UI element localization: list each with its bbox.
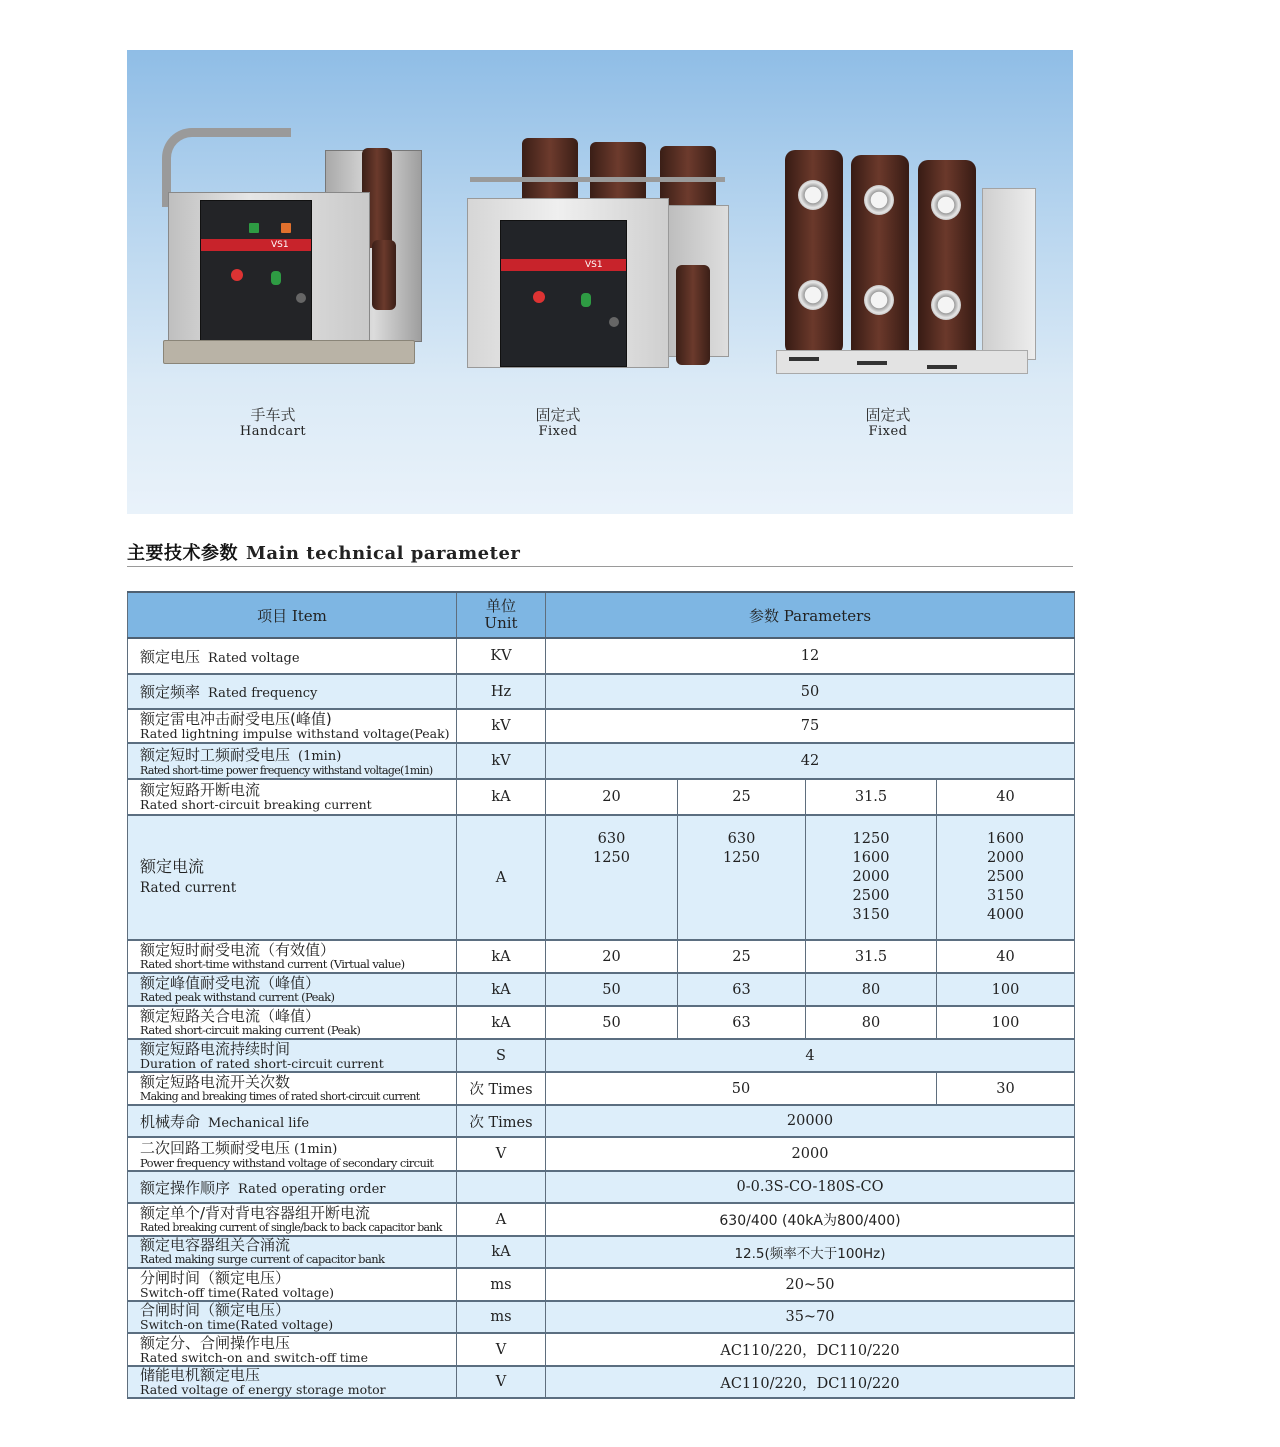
table-row	[128, 1333, 1075, 1366]
product-caption-fixed-2	[788, 406, 988, 438]
item-zh: 额定电流	[140, 856, 205, 876]
item-en: Rated voltage	[208, 650, 300, 666]
row-value: 4	[546, 1039, 1075, 1072]
current-value: 630	[727, 831, 756, 847]
close-button-icon	[581, 293, 591, 307]
table-row	[128, 973, 1075, 1006]
base-slot	[857, 361, 887, 365]
parameter-table	[127, 591, 1075, 1399]
header-unit	[457, 592, 546, 638]
pole-column	[372, 240, 396, 310]
header-parameters: 参数 Parameters	[546, 592, 1075, 638]
knob-icon	[296, 293, 306, 303]
row-unit: A	[457, 1203, 546, 1236]
row-value	[546, 815, 678, 940]
item-zh-suffix: (1min)	[294, 1142, 338, 1157]
table-row	[128, 674, 1075, 709]
row-value: 50	[546, 973, 678, 1006]
product-caption-handcart	[173, 406, 373, 438]
current-value: 1600	[852, 850, 890, 866]
model-label: VS1	[585, 260, 603, 270]
row-unit	[457, 1171, 546, 1203]
current-value: 1250	[723, 850, 760, 866]
caption-en: Fixed	[538, 424, 578, 439]
table-row	[128, 709, 1075, 743]
item-en: Rated short-circuit making current (Peak)	[140, 1022, 361, 1037]
row-value: 12.5(频率不大于100Hz)	[546, 1236, 1075, 1268]
item-zh: 额定单个/背对背电容器组开断电流	[140, 1203, 371, 1222]
table-row	[128, 1203, 1075, 1236]
table-row	[128, 940, 1075, 973]
row-value: 2000	[546, 1137, 1075, 1171]
item-en: Rated short-circuit breaking current	[140, 797, 372, 812]
row-value: 42	[546, 743, 1075, 779]
item-en: Rated peak withstand current (Peak)	[140, 989, 335, 1004]
row-item	[128, 1203, 457, 1236]
terminal-icon	[931, 190, 961, 220]
item-en: Power frequency withstand voltage of secondary circuit	[140, 1156, 434, 1170]
row-unit: kA	[457, 779, 546, 815]
pole-column	[851, 155, 909, 360]
table-row	[128, 743, 1075, 779]
model-strip	[501, 259, 626, 271]
current-value: 2000	[987, 850, 1024, 866]
row-item	[128, 1006, 457, 1039]
item-en: Rated short-time withstand current (Virtual value)	[140, 956, 405, 971]
item-en: Duration of rated short-circuit current	[140, 1055, 384, 1071]
row-value: 630/400 (40kA为800/400)	[546, 1203, 1075, 1236]
row-unit: kV	[457, 743, 546, 779]
row-item	[128, 815, 457, 940]
pole-column	[676, 265, 710, 365]
row-item	[128, 743, 457, 779]
item-en: Rated current	[140, 879, 237, 896]
section-title-en: Main technical parameter	[246, 543, 521, 564]
row-item	[128, 1301, 457, 1333]
row-value: 100	[937, 1006, 1075, 1039]
row-unit: V	[457, 1137, 546, 1171]
row-item	[128, 940, 457, 973]
current-value: 1600	[987, 831, 1024, 847]
row-value: 20	[546, 779, 678, 815]
row-unit: V	[457, 1333, 546, 1366]
row-unit: 次 Times	[457, 1072, 546, 1105]
row-value	[678, 815, 806, 940]
current-value: 1250	[852, 831, 890, 847]
title-divider	[127, 566, 1073, 567]
header-unit-en: Unit	[484, 614, 518, 632]
terminal-icon	[798, 180, 828, 210]
item-en: Rated frequency	[208, 686, 318, 701]
item-zh-suffix: (1min)	[298, 749, 342, 764]
item-zh: 额定短时耐受电流（有效值）	[140, 940, 336, 959]
caption-zh: 固定式	[865, 406, 911, 424]
table-row	[128, 1105, 1075, 1137]
row-value: 12	[546, 638, 1075, 674]
row-item	[128, 973, 457, 1006]
caption-en: Fixed	[868, 424, 908, 439]
row-value: 31.5	[806, 779, 937, 815]
row-unit: V	[457, 1366, 546, 1398]
row-unit: ms	[457, 1268, 546, 1301]
item-zh: 二次回路工频耐受电压	[140, 1139, 291, 1157]
item-en: Rated making surge current of capacitor bank	[140, 1252, 385, 1266]
row-item	[128, 638, 457, 674]
item-en: Rated operating order	[238, 1181, 386, 1197]
item-zh: 额定电压	[140, 647, 201, 666]
table-header-row	[128, 592, 1075, 638]
row-unit: kV	[457, 709, 546, 743]
item-zh: 额定短路电流持续时间	[140, 1039, 291, 1058]
row-value: 0-0.3S-CO-180S-CO	[546, 1171, 1075, 1203]
table-row	[128, 779, 1075, 815]
table-row	[128, 638, 1075, 674]
row-value: 40	[937, 940, 1075, 973]
item-en: Switch-off time(Rated voltage)	[140, 1284, 334, 1300]
row-item	[128, 674, 457, 709]
item-zh: 额定短路关合电流（峰值）	[140, 1006, 321, 1025]
item-en: Rated short-time power frequency withstand voltage(1min)	[140, 764, 433, 777]
terminal-icon	[798, 280, 828, 310]
item-zh: 额定短路电流开关次数	[140, 1072, 291, 1091]
indicator-orange	[281, 223, 291, 233]
open-button-icon	[533, 291, 545, 303]
row-value: 40	[937, 779, 1075, 815]
table-row	[128, 1268, 1075, 1301]
current-value: 2500	[987, 869, 1024, 885]
item-zh: 额定频率	[140, 683, 201, 701]
row-unit: S	[457, 1039, 546, 1072]
row-value: AC110/220，DC110/220	[546, 1333, 1075, 1366]
indicator-green	[249, 223, 259, 233]
row-unit: ms	[457, 1301, 546, 1333]
item-en: Rated lightning impulse withstand voltage(Peak)	[140, 726, 450, 741]
row-value: 63	[678, 1006, 806, 1039]
pole-column	[918, 160, 976, 365]
row-item	[128, 709, 457, 743]
item-en: Making and breaking times of rated short-circuit current	[140, 1089, 420, 1103]
table-row	[128, 1236, 1075, 1268]
item-en: Switch-on time(Rated voltage)	[140, 1317, 334, 1332]
row-value: 31.5	[806, 940, 937, 973]
item-zh: 额定短时工频耐受电压	[140, 746, 291, 764]
item-zh: 机械寿命	[140, 1112, 201, 1131]
knob-icon	[609, 317, 619, 327]
operating-rod	[470, 177, 725, 182]
table-row	[128, 1137, 1075, 1171]
row-value: 50	[546, 1006, 678, 1039]
current-value: 1250	[593, 850, 630, 866]
row-item	[128, 1366, 457, 1398]
item-en: Mechanical life	[208, 1115, 310, 1131]
base-slot	[789, 357, 819, 361]
item-zh: 储能电机额定电压	[140, 1366, 261, 1384]
row-unit: kA	[457, 940, 546, 973]
row-value: 20000	[546, 1105, 1075, 1137]
model-label: VS1	[271, 240, 289, 250]
row-value: 30	[937, 1072, 1075, 1105]
table-row	[128, 1366, 1075, 1398]
current-value: 4000	[987, 907, 1024, 923]
row-unit: kA	[457, 973, 546, 1006]
item-zh: 额定分、合闸操作电压	[140, 1333, 291, 1352]
item-zh: 额定短路开断电流	[140, 781, 261, 799]
row-value: 20~50	[546, 1268, 1075, 1301]
model-strip	[201, 239, 311, 251]
row-value: 100	[937, 973, 1075, 1006]
handcart-base	[163, 340, 415, 364]
row-unit: Hz	[457, 674, 546, 709]
table-row	[128, 815, 1075, 940]
product-caption-fixed-1	[458, 406, 658, 438]
open-button-icon	[231, 269, 243, 281]
row-value: 20	[546, 940, 678, 973]
row-value: 35~70	[546, 1301, 1075, 1333]
item-zh: 分闸时间（额定电压）	[140, 1268, 291, 1287]
header-item: 项目 Item	[128, 592, 457, 638]
row-value: AC110/220，DC110/220	[546, 1366, 1075, 1398]
row-unit: 次 Times	[457, 1105, 546, 1137]
current-value: 630	[597, 831, 626, 847]
item-en: Rated voltage of energy storage motor	[140, 1382, 386, 1397]
close-button-icon	[271, 271, 281, 285]
row-unit: A	[457, 815, 546, 940]
row-item	[128, 1333, 457, 1366]
row-item	[128, 779, 457, 815]
table-row	[128, 1171, 1075, 1203]
caption-zh: 手车式	[250, 406, 296, 424]
row-value: 25	[678, 940, 806, 973]
row-value: 50	[546, 674, 1075, 709]
row-item	[128, 1171, 457, 1203]
row-item	[128, 1236, 457, 1268]
current-value: 3150	[987, 888, 1024, 904]
current-value: 2000	[852, 869, 890, 885]
base-slot	[927, 365, 957, 369]
terminal-icon	[864, 185, 894, 215]
row-value: 75	[546, 709, 1075, 743]
caption-en: Handcart	[239, 424, 307, 439]
table-row	[128, 1006, 1075, 1039]
pole-column	[785, 150, 843, 355]
row-value: 80	[806, 1006, 937, 1039]
row-value: 63	[678, 973, 806, 1006]
table-row	[128, 1039, 1075, 1072]
row-item	[128, 1268, 457, 1301]
row-value	[806, 815, 937, 940]
row-value: 25	[678, 779, 806, 815]
control-panel	[500, 220, 627, 367]
item-en: Rated breaking current of single/back to back capacitor bank	[140, 1220, 442, 1234]
item-zh: 额定雷电冲击耐受电压(峰值)	[140, 710, 332, 728]
row-value: 50	[546, 1072, 937, 1105]
row-item	[128, 1072, 457, 1105]
item-zh: 额定峰值耐受电流（峰值）	[140, 973, 321, 992]
table-row	[128, 1301, 1075, 1333]
terminal-icon	[864, 285, 894, 315]
item-zh: 合闸时间（额定电压）	[140, 1301, 291, 1319]
item-zh: 额定电容器组关合涌流	[140, 1236, 291, 1254]
row-item	[128, 1039, 457, 1072]
row-item	[128, 1137, 457, 1171]
section-title	[127, 539, 520, 565]
section-title-zh: 主要技术参数	[127, 543, 238, 564]
row-value	[937, 815, 1075, 940]
row-value: 80	[806, 973, 937, 1006]
item-en: Rated switch-on and switch-off time	[140, 1349, 369, 1365]
caption-zh: 固定式	[535, 406, 581, 424]
current-value: 2500	[852, 888, 890, 904]
terminal-icon	[931, 290, 961, 320]
row-unit: KV	[457, 638, 546, 674]
breaker-back-frame	[982, 188, 1036, 360]
row-item	[128, 1105, 457, 1137]
header-unit-zh: 单位	[485, 597, 516, 615]
current-value: 3150	[852, 907, 890, 923]
row-unit: kA	[457, 1006, 546, 1039]
table-row	[128, 1072, 1075, 1105]
row-unit: kA	[457, 1236, 546, 1268]
control-panel	[200, 200, 312, 344]
item-zh: 额定操作顺序	[140, 1178, 231, 1197]
breaker-base	[776, 350, 1028, 374]
